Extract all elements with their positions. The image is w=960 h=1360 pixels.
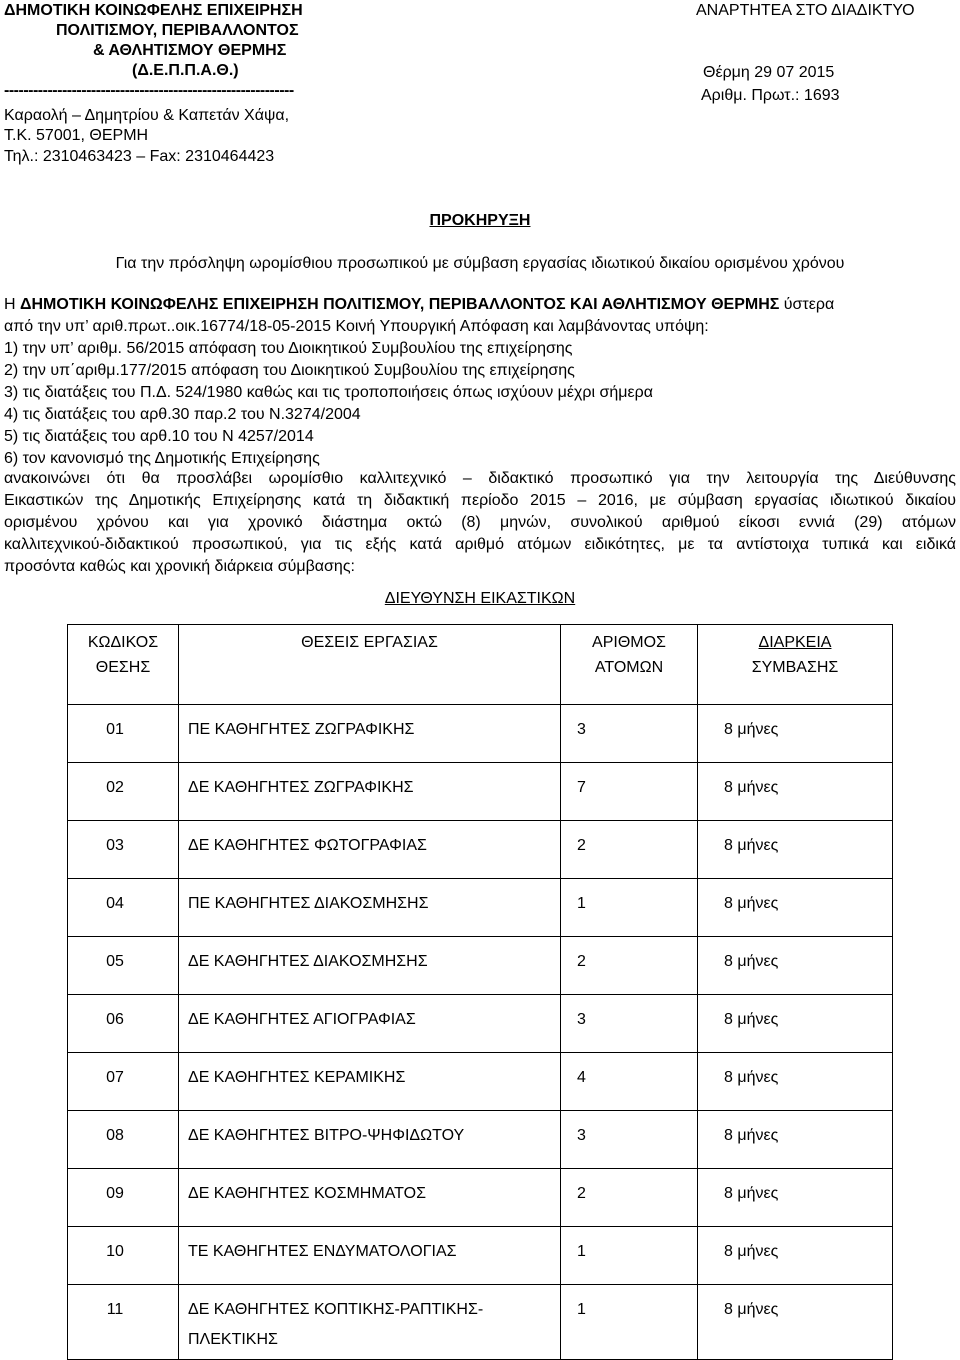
consideration-5: 5) τις διατάξεις του αρθ.10 του Ν 4257/2014 (4, 428, 314, 445)
table-row (68, 995, 893, 1053)
position-duration: 8 μήνες (698, 763, 893, 821)
intro-line1 (4, 295, 834, 314)
org-address: Καραολή – Δημητρίου & Καπετάν Χάψα, (4, 107, 290, 124)
position-count: 1 (561, 1227, 698, 1285)
position-code: 08 (68, 1111, 179, 1169)
position-count: 1 (561, 879, 698, 937)
position-title: ΔΕ ΚΑΘΗΓΗΤΕΣ ΦΩΤΟΓΡΑΦΙΑΣ (179, 821, 561, 879)
position-duration: 8 μήνες (698, 705, 893, 763)
consideration-3: 3) τις διατάξεις του Π.Δ. 524/1980 καθώς και τις τροποποιήσεις όπως ισχύουν μέχρι σήμερα (4, 384, 653, 401)
body-line-2: Εικαστικών της Δημοτικής Επιχείρησης κατά τη διδακτική περίοδο 2015 – 2016, με σύμβαση εργασίας ιδιωτικού δικαίου (4, 492, 956, 509)
place-date: Θέρμη 29 07 2015 (703, 64, 835, 81)
header-duration: ΔΙΑΡΚΕΙΑ ΣΥΜΒΑΣΗΣ (698, 625, 893, 705)
position-count: 1 (561, 1285, 698, 1360)
intro-prefix: Η (4, 296, 20, 313)
position-code: 04 (68, 879, 179, 937)
consideration-1: 1) την υπ’ αριθμ. 56/2015 απόφαση του Διοικητικού Συμβουλίου της επιχείρησης (4, 340, 573, 357)
position-title: ΠΕ ΚΑΘΗΓΗΤΕΣ ΔΙΑΚΟΣΜΗΣΗΣ (179, 879, 561, 937)
position-duration: 8 μήνες (698, 1227, 893, 1285)
body-line-1: ανακοινώνει ότι θα προσλάβει ωρομίσθιο καλλιτεχνικό – διδακτικό προσωπικό για την λειτουργία της Διεύθυνσης (4, 470, 956, 487)
org-postal-code: Τ.Κ. 57001, ΘΕΡΜΗ (4, 127, 149, 144)
position-title: ΔΕ ΚΑΘΗΓΗΤΕΣ ΚΕΡΑΜΙΚΗΣ (179, 1053, 561, 1111)
position-count: 3 (561, 995, 698, 1053)
body-line-3: ορισμένου χρόνου και για χρονικό διάστημα οκτώ (8) μηνών, συνολικού αριθμού είκοσι εννιά (29) ατόμων (4, 514, 956, 531)
position-count: 2 (561, 937, 698, 995)
position-title: ΔΕ ΚΑΘΗΓΗΤΕΣ ΖΩΓΡΑΦΙΚΗΣ (179, 763, 561, 821)
announcement-subtitle: Για την πρόσληψη ωρομίσθιου προσωπικού με σύμβαση εργασίας ιδιωτικού δικαίου ορισμένου χρόνου (115, 255, 845, 272)
org-phone-fax: Τηλ.: 2310463423 – Fax: 2310464423 (4, 148, 275, 165)
header-code: ΚΩΔΙΚΟΣ ΘΕΣΗΣ (68, 625, 179, 705)
position-code: 06 (68, 995, 179, 1053)
position-title: ΔΕ ΚΑΘΗΓΗΤΕΣ ΔΙΑΚΟΣΜΗΣΗΣ (179, 937, 561, 995)
table-row (68, 1285, 893, 1360)
table-row (68, 1053, 893, 1111)
position-code: 03 (68, 821, 179, 879)
position-duration: 8 μήνες (698, 937, 893, 995)
org-name-line3: & ΑΘΛΗΤΙΣΜΟΥ ΘΕΡΜΗΣ (93, 42, 287, 59)
position-code: 07 (68, 1053, 179, 1111)
position-title: ΔΕ ΚΑΘΗΓΗΤΕΣ ΑΓΙΟΓΡΑΦΙΑΣ (179, 995, 561, 1053)
org-name-line1: ΔΗΜΟΤΙΚΗ ΚΟΙΝΩΦΕΛΗΣ ΕΠΙΧΕΙΡΗΣΗ (4, 2, 303, 19)
consideration-4: 4) τις διατάξεις του αρθ.30 παρ.2 του Ν.3274/2004 (4, 406, 361, 423)
position-duration: 8 μήνες (698, 1111, 893, 1169)
table-row (68, 937, 893, 995)
announcement-title: ΠΡΟΚΗΡΥΞΗ (429, 212, 531, 229)
position-title: ΠΕ ΚΑΘΗΓΗΤΕΣ ΖΩΓΡΑΦΙΚΗΣ (179, 705, 561, 763)
intro-line2: από την υπ’ αριθ.πρωτ..οικ.16774/18-05-2015 Κοινή Υπουργική Απόφαση και λαμβάνοντας υπόψη: (4, 318, 709, 335)
position-title: ΔΕ ΚΑΘΗΓΗΤΕΣ ΒΙΤΡΟ-ΨΗΦΙΔΩΤΟΥ (179, 1111, 561, 1169)
intro-suffix: ύστερα (779, 296, 835, 313)
consideration-6: 6) τον κανονισμό της Δημοτικής Επιχείρησης (4, 450, 320, 467)
position-code: 09 (68, 1169, 179, 1227)
consideration-2: 2) την υπ΄αριθμ.177/2015 απόφαση του Διοικητικού Συμβουλίου της επιχείρησης (4, 362, 575, 379)
position-title: ΔΕ ΚΑΘΗΓΗΤΕΣ ΚΟΣΜΗΜΑΤΟΣ (179, 1169, 561, 1227)
position-title: ΔΕ ΚΑΘΗΓΗΤΕΣ ΚΟΠΤΙΚΗΣ-ΡΑΠΤΙΚΗΣ- ΠΛΕΚΤΙΚΗΣ (179, 1285, 561, 1360)
position-code: 01 (68, 705, 179, 763)
position-code: 05 (68, 937, 179, 995)
table-header-row (68, 625, 893, 705)
position-code: 02 (68, 763, 179, 821)
position-count: 4 (561, 1053, 698, 1111)
table-row (68, 1227, 893, 1285)
header-position: ΘΕΣΕΙΣ ΕΡΓΑΣΙΑΣ (179, 625, 561, 705)
section-title: ΔΙΕΥΘΥΝΣΗ ΕΙΚΑΣΤΙΚΩΝ (384, 590, 576, 607)
position-duration: 8 μήνες (698, 879, 893, 937)
positions-table (67, 624, 893, 1360)
header-separator: ------------------------------------------------------------ (4, 82, 294, 99)
table-row (68, 1111, 893, 1169)
position-count: 3 (561, 705, 698, 763)
position-code: 11 (68, 1285, 179, 1360)
position-duration: 8 μήνες (698, 1053, 893, 1111)
body-line-4: καλλιτεχνικού-διδακτικού προσωπικού, για τις εξής κατά αριθμό ατόμων ειδικότητες, με τα αντίστοιχα τυπικά και ειδικά (4, 536, 956, 553)
position-duration: 8 μήνες (698, 1285, 893, 1360)
position-duration: 8 μήνες (698, 995, 893, 1053)
header-count: ΑΡΙΘΜΟΣ ΑΤΟΜΩΝ (561, 625, 698, 705)
org-name-line2: ΠΟΛΙΤΙΣΜΟΥ, ΠΕΡΙΒΑΛΛΟΝΤΟΣ (56, 22, 299, 39)
protocol-number: Αριθμ. Πρωτ.: 1693 (701, 87, 840, 104)
position-count: 7 (561, 763, 698, 821)
body-line-5: προσόντα καθώς και χρονική διάρκεια σύμβασης: (4, 558, 355, 575)
announcement-body (4, 468, 956, 578)
intro-org-name: ΔΗΜΟΤΙΚΗ ΚΟΙΝΩΦΕΛΗΣ ΕΠΙΧΕΙΡΗΣΗ ΠΟΛΙΤΙΣΜΟΥ, ΠΕΡΙΒΑΛΛΟΝΤΟΣ ΚΑΙ ΑΘΛΗΤΙΣΜΟΥ ΘΕΡΜΗΣ (20, 296, 780, 313)
position-duration: 8 μήνες (698, 1169, 893, 1227)
position-count: 2 (561, 1169, 698, 1227)
position-count: 2 (561, 821, 698, 879)
position-code: 10 (68, 1227, 179, 1285)
position-count: 3 (561, 1111, 698, 1169)
position-duration: 8 μήνες (698, 821, 893, 879)
table-row (68, 1169, 893, 1227)
position-title: ΤΕ ΚΑΘΗΓΗΤΕΣ ΕΝΔΥΜΑΤΟΛΟΓΙΑΣ (179, 1227, 561, 1285)
org-abbreviation: (Δ.Ε.Π.Π.Α.Θ.) (132, 62, 239, 79)
table-row (68, 763, 893, 821)
table-row (68, 821, 893, 879)
online-notice: ΑΝΑΡΤΗΤΕΑ ΣΤΟ ΔΙΑΔΙΚΤΥΟ (696, 2, 915, 19)
table-row (68, 705, 893, 763)
table-row (68, 879, 893, 937)
